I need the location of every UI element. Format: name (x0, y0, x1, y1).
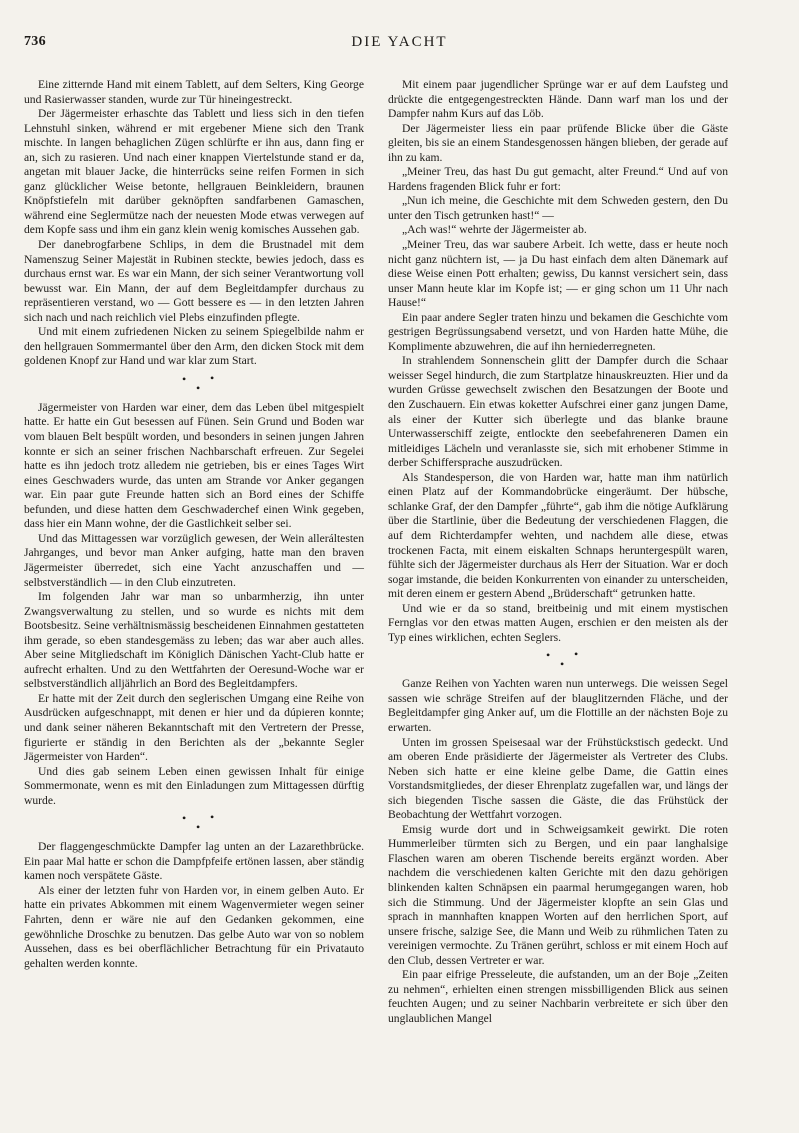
page-number: 736 (24, 34, 46, 49)
separator-dot: • (196, 820, 201, 835)
paragraph: Und wie er da so stand, breitbeinig und mit einem mystischen Fernglas vor den etwas matten Augen, erschien er den meisten als der Typ eines wirklichen, echten Seglers. (388, 601, 728, 644)
separator-dot: • (546, 648, 551, 663)
right-column (388, 78, 728, 1026)
paragraph: Und das Mittagessen war vorzüglich gewesen, der Wein alleráltesten Jahrganges, und bevor man Anker aufging, hatte man den braven Jägermeister überredet, sich eine Yacht anzuschaffen und — selbstverständlich — in den Club einzutreten. (24, 531, 364, 589)
separator-dot: • (210, 810, 215, 825)
separator-dot: • (182, 371, 187, 386)
separator-dot: • (196, 380, 201, 395)
paragraph: Im folgenden Jahr war man so unbarmherzig, ihn unter Zwangsverwaltung zu stellen, und so wurde es nichts mit dem Bootsbesitz. Seine verhältnismässig bescheidenen Einnahmen gestatteten ihm gerade, so eben standesgemäss zu leben; das war aber auch alles. Aber seine Mitgliedschaft im Königlich Dänischen Yacht-Club hatte er aufrecht erhalten. Und zu den Wettfahrten der Oeresund-Woche war er selbstverständlich alljährlich an Bord des Begleitdampfers. (24, 590, 364, 691)
separator-dot: • (560, 657, 565, 672)
paragraph: Der flaggengeschmückte Dampfer lag unten an der Lazarethbrücke. Ein paar Mal hatte er schon die Dampfpfeife ertönen lassen, aber ständig kamen noch verspätete Gäste. (24, 840, 364, 883)
paragraph: Jägermeister von Harden war einer, dem das Leben übel mitgespielt hatte. Er hatte ein Gut besessen auf Fünen. Sein Grund und Boden war vom blauen Belt bespült worden, und besonders in seinen jungen Jahren konnte er sich an seiner frischen Nachbarschaft erfreuen. Zur Segelei hatte es ihn jedoch trotz alledem nie getrieben, bis er eines Tages Wirt eines Geschwaders wurde, das unten am Strande vor Anker gegangen war. Ein paar gute Freunde hatten sich an Bord eines der Schiffe befunden, und diese hatten dem Geschwaderchef einen Wink gegeben, dass hier ein Mann wohne, der die Gastlichkeit selber sei. (24, 400, 364, 531)
separator-dot: • (210, 370, 215, 385)
paragraph: Ein paar eifrige Presseleute, die aufstanden, um an der Boje „Zeiten zu nehmen“, erhielten einen strengen missbilligenden Blick aus seinen feuchten Augen; und zu seiner Nachbarin verbreitete er sich über den unglaublichen Mangel (388, 968, 728, 1025)
paragraph: Als Standesperson, die von Harden war, hatte man ihm natürlich einen Platz auf der Kommandobrücke eingeräumt. Der hübsche, schlanke Graf, der den Dampfer „führte“, gab ihm die nötige Aufklärung über die Startlinie, über die Bedeutung der verschiedenen Flaggen, die auf dem Richterdampfer wehten, und nachdem alle diese, etwas trockenen Facta, mit einem eiskalten Schnaps heruntergespült waren, fühlte sich der Jägermeister durchaus als Herr der Situation. War er doch sogar imstande, die beiden Konkurrenten von einander zu unterscheiden, mit deren einem er gestern Abend „Brüderschaft“ getrunken hatte. (388, 470, 728, 601)
paragraph: „Nun ich meine, die Geschichte mit dem Schweden gestern, den Du unter den Tisch getrunken hast!“ — (388, 194, 728, 222)
paragraph: In strahlendem Sonnenschein glitt der Dampfer durch die Schaar weisser Segel hindurch, die zum Startplatze hinauskreuzten. Hier und da wurden Grüsse gewechselt zwischen den Besatzungen der Boote und den Zuschauern. Ein etwas koketter Aufschrei einer ganz jungen Dame, als einer der Kutter sich überlegte und das blanke braune Unterwasserschiff zeigte, entlockte den seebefahreneren Damen ein mitleidiges Lächeln und veranlasste sie, sich mit erhobener Stimme in derber Schiffersprache auszudrücken. (388, 354, 728, 470)
section-separator (24, 370, 364, 394)
separator-dot: • (182, 811, 187, 826)
left-column (24, 78, 364, 971)
page-header (24, 34, 775, 54)
paragraph: „Meiner Treu, das hast Du gut gemacht, alter Freund.“ Und auf von Hardens fragenden Blick fuhr er fort: (388, 165, 728, 193)
paragraph: „Meiner Treu, das war saubere Arbeit. Ich wette, dass er heute noch nicht ganz nüchtern ist, — ja Du hast einfach dem alten Dänemark auf diese Weise einen Pott erhalten; gewiss, Du kannst versichert sein, dass unser Mann heute klar im Kopfe ist; — er ging schon um 11 Uhr nach Hause!“ (388, 238, 728, 310)
paragraph: Er hatte mit der Zeit durch den seglerischen Umgang eine Reihe von Ausdrücken aufgeschnappt, mit denen er hier und da dúpieren konnte; und dank seiner näheren Bekanntschaft mit den Vertretern der Presse, figurierte er ständig in den Berichten als der „bekannte Segler Jägermeister von Harden“. (24, 691, 364, 764)
section-separator (24, 809, 364, 833)
paragraph: Und dies gab seinem Leben einen gewissen Inhalt für einige Sommermonate, wenn es mit den Einladungen zum Mittagessen dürftig wurde. (24, 764, 364, 807)
paragraph: Eine zitternde Hand mit einem Tablett, auf dem Selters, King George und Rasierwasser standen, wurde zur Tür hineingestreckt. (24, 78, 364, 106)
paragraph: Ganze Reihen von Yachten waren nun unterwegs. Die weissen Segel sassen wie schräge Streifen auf der blauglitzernden Fläche, und der Begleitdampfer ging Anker auf, um die Flottille an der nächsten Boje zu erwarten. (388, 677, 728, 734)
paragraph: Als einer der letzten fuhr von Harden vor, in einem gelben Auto. Er hatte ein privates Abkommen mit einem Wagenvermieter wegen seiner Fahrten, denn er wäre nie auf den Gedanken gekommen, eine gewöhnliche Droschke zu benutzen. Das gelbe Auto war von so noblem Aussehen, dass es bei oberflächlicher Betrachtung für ein Privatauto gehalten werden konnte. (24, 883, 364, 970)
paragraph: Der Jägermeister liess ein paar prüfende Blicke über die Gäste gleiten, bis sie an einem Standesgenossen hängen blieben, der gerade auf ihn zu kam. (388, 121, 728, 164)
paragraph: Ein paar andere Segler traten hinzu und bekamen die Geschichte vom gestrigen Begrüssungsabend versetzt, und von Harden hatte Mühe, die Komplimente abzuwehren, die auf ihn herniederregneten. (388, 310, 728, 353)
paragraph: Der Jägermeister erhaschte das Tablett und liess sich in den tiefen Lehnstuhl sinken, während er mit ergebener Miene sich den Trank mischte. In langen behaglichen Zügen schlürfte er ihn aus, dann fing er an, sich zu rasieren. Und nach einer knappen Viertelstunde stand er da, angetan mit blauer Jacke, die hinterrücks seine reifen Formen in sich ganz glücklicher Weise betonte, hellgrauen Beinkleidern, braunen Knöpfstiefeln mit darüber geknöpften sandfarbenen Gamaschen, während eine Seglermütze nach der neuesten Mode etwas verwegen auf dem Kopfe sass und ihm ein ganz klein wenig komisches Aussehen gab. (24, 107, 364, 237)
paragraph: Der danebrogfarbene Schlips, in dem die Brustnadel mit dem Namenszug Seiner Majestät in Rubinen steckte, bewies jedoch, dass es durchaus ernst war. Es war ein Mann, der sich seiner Verantwortung voll bewusst war. Ein Mann, der auf dem Begleitdampfer durchaus zu repräsentieren verstand, wo — Gott bessere es — in den letzten Jahren sich nach und nach reichlich viel Plebs einzufinden pflegte. (24, 238, 364, 324)
paragraph: Mit einem paar jugendlicher Sprünge war er auf dem Laufsteg und drückte die entgegengestreckten Hände. Dann warf man los und der Dampfer nahm Kurs auf das Löb. (388, 78, 728, 121)
paragraph: Unten im grossen Speisesaal war der Frühstückstisch gedeckt. Und am oberen Ende präsidierte der Jägermeister als Vertreter des Clubs. Neben sich hatte er eine kleine gelbe Dame, die Gattin eines Vorstandsmitgliedes, der dieser Ehrenplatz zugefallen war, und längs der sich biegenden Tische sassen die Gäste, die das Frühstück der Beobachtung der Wettfahrt vorzogen. (388, 735, 728, 822)
section-separator (388, 646, 728, 670)
running-title: DIE YACHT (351, 34, 448, 50)
paragraph: Und mit einem zufriedenen Nicken zu seinem Spiegelbilde nahm er den hellgrauen Sommermantel über den Arm, den dicken Stock mit dem goldenen Knopf zur Hand und war klar zum Start. (24, 325, 364, 368)
paragraph: „Ach was!“ wehrte der Jägermeister ab. (402, 223, 587, 237)
separator-dot: • (574, 647, 579, 662)
paragraph: Emsig wurde dort und in Schweigsamkeit gewirkt. Die roten Hummerleiber türmten sich zu Bergen, und ein paar langhalsige Flaschen waren am oberen Tischende bereits ergänzt worden. Aber nachdem die verschiedenen kalten Gerichte mit den dazu gehörigen blinkenden kalten Schnäpsen ein paarmal herumgegangen waren, hob sich die Stimmung. Und der Jägermeister klopfte an sein Glas und sprach in mannhaften knappen Worten auf den herrlichen Sport, auf unsere frische, salzige See, die Mann und Weib zu rühmlichen Taten zu vereinigen vermochte. Zu Tränen gerührt, schloss er mit einem Hoch auf den Club, dessen Vertreter er war. (388, 822, 728, 967)
